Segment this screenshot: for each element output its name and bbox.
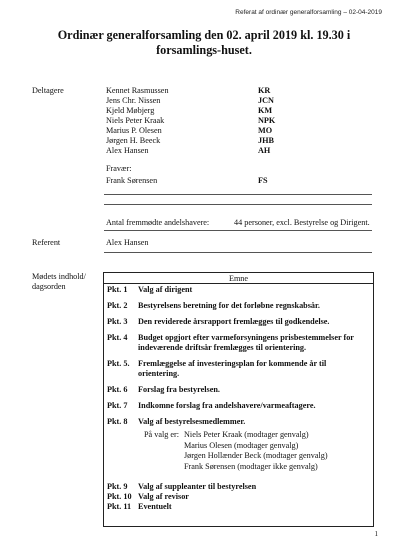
absent-row bbox=[106, 176, 356, 186]
agenda-label: Mødets indhold/ dagsorden bbox=[32, 272, 86, 291]
participant-name: Alex Hansen bbox=[106, 146, 149, 155]
attendance-label: Antal fremmødte andelshavere: bbox=[106, 218, 210, 227]
agenda-item: Pkt. 5. Fremlæggelse af investeringsplan for kommende år til orientering. bbox=[107, 358, 327, 378]
agenda-item: Pkt. 2 Bestyrelsens beretning for det forløbne regnskabsår. bbox=[107, 301, 320, 311]
agenda-header: Emne bbox=[104, 273, 373, 284]
participant-name: Jørgen H. Beeck bbox=[106, 136, 161, 145]
referent-label: Referent bbox=[32, 238, 61, 247]
participant-initials: NPK bbox=[258, 116, 276, 125]
agenda-item: Pkt. 4 Budget opgjort efter varmeforsyningens prisbestemmelser for indeværende driftsår fremlægges til orientering. bbox=[107, 333, 354, 352]
participant-row bbox=[106, 126, 356, 136]
participant-row bbox=[106, 116, 356, 126]
candidate-row bbox=[104, 441, 373, 452]
participant-initials: JCN bbox=[258, 96, 274, 105]
divider-line bbox=[104, 204, 372, 205]
divider-line bbox=[104, 230, 372, 231]
candidate-name: Niels Peter Kraak (modtager genvalg) bbox=[184, 430, 309, 440]
page-number: 1 bbox=[374, 530, 378, 538]
agenda-item: Pkt. 7 Indkomne forslag fra andelshavere/varmeaftagere. bbox=[107, 400, 316, 410]
participant-name: Niels Peter Kraak bbox=[106, 116, 165, 125]
candidate-name: Jørgen Hollænder Beck (modtager genvalg) bbox=[184, 451, 328, 461]
attendance-row bbox=[106, 218, 376, 227]
agenda-item: Pkt. 9 Valg af suppleanter til bestyrelsen bbox=[107, 482, 257, 492]
referent-name: Alex Hansen bbox=[106, 238, 149, 247]
candidate-name: Marius Olesen (modtager genvalg) bbox=[184, 440, 299, 450]
absent-label: Fravær: bbox=[106, 164, 132, 173]
participant-row bbox=[106, 136, 356, 146]
agenda-item: Pkt. 11 Eventuelt bbox=[107, 501, 172, 511]
participant-name: Marius P. Olesen bbox=[106, 126, 162, 135]
participant-initials: MO bbox=[258, 126, 273, 135]
candidate-name: Frank Sørensen (modtager ikke genvalg) bbox=[184, 461, 318, 471]
agenda-item: Pkt. 1 Valg af dirigent bbox=[107, 285, 193, 294]
participant-row bbox=[106, 96, 356, 106]
participant-name: Kennet Rasmussen bbox=[106, 86, 169, 95]
agenda-table bbox=[103, 272, 374, 527]
participant-row bbox=[106, 106, 356, 116]
candidates-label: På valg er: bbox=[143, 430, 179, 440]
attendance-value: 44 personer, excl. Bestyrelse og Dirigent. bbox=[234, 218, 370, 227]
divider-line bbox=[104, 252, 372, 253]
document-header: Referat af ordinær generalforsamling – 02-04-2019 bbox=[235, 9, 382, 16]
participant-initials: AH bbox=[258, 146, 271, 155]
agenda-item: Pkt. 3 Den reviderede årsrapport fremlægges til godkendelse. bbox=[107, 317, 330, 327]
absent-initials: FS bbox=[258, 176, 268, 185]
participant-row bbox=[106, 86, 356, 96]
divider-line bbox=[104, 194, 372, 195]
agenda-item: Pkt. 6 Forslag fra bestyrelsen. bbox=[107, 384, 220, 394]
participant-initials: JHB bbox=[258, 136, 274, 145]
document-title: Ordinær generalforsamling den 02. april 2019 kl. 19.30 i forsamlings-huset. bbox=[57, 28, 351, 57]
participant-initials: KM bbox=[258, 106, 273, 115]
participant-name: Kjeld Møbjerg bbox=[106, 106, 155, 115]
agenda-item: Pkt. 8 Valg af bestyrelsesmedlemmer. bbox=[107, 416, 246, 426]
participants-label: Deltagere bbox=[32, 86, 64, 95]
candidate-row bbox=[104, 462, 373, 473]
participant-name: Jens Chr. Nissen bbox=[106, 96, 161, 105]
candidate-row bbox=[104, 451, 373, 462]
participant-row bbox=[106, 146, 356, 156]
absent-name: Frank Sørensen bbox=[106, 176, 158, 185]
participants-list bbox=[106, 86, 356, 186]
participant-initials: KR bbox=[258, 86, 271, 95]
candidate-row bbox=[104, 430, 373, 441]
agenda-item: Pkt. 10 Valg af revisor bbox=[107, 492, 189, 502]
